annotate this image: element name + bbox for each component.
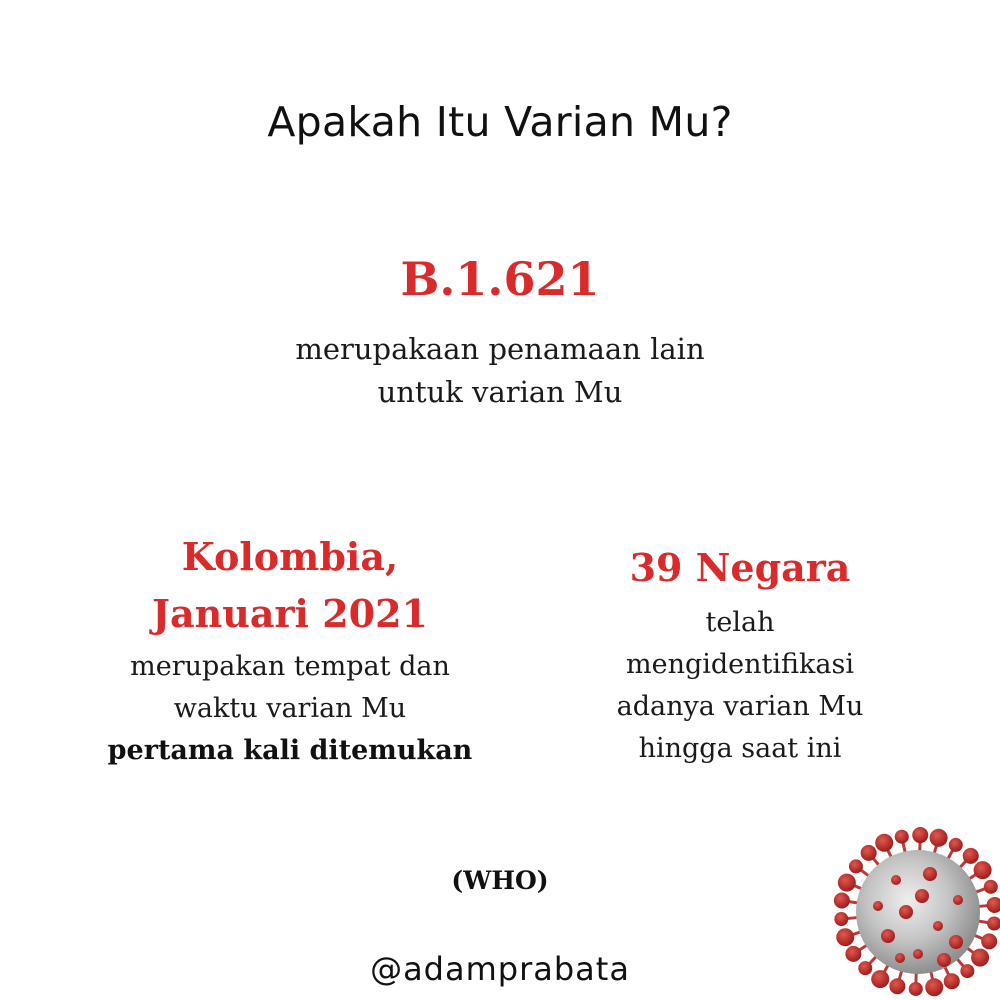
author-handle: @adamprabata [370,950,630,988]
countries-headline: 39 Negara [629,545,851,590]
countries-description-line: telah [705,607,775,638]
countries-description [560,602,920,770]
page-title: Apakah Itu Varian Mu? [267,98,733,146]
countries-description-line: adanya varian Mu [616,691,864,722]
origin-description-bold [80,730,500,772]
origin-section [80,528,500,772]
origin-headline-line: Kolombia, [181,534,399,579]
variant-description [0,328,1000,414]
origin-description [80,646,500,772]
variant-code: B.1.621 [400,252,600,306]
source-label: (WHO) [451,866,549,895]
countries-description-line: hingga saat ini [638,733,842,764]
countries-description-line: mengidentifikasi [626,649,854,680]
origin-description-line: merupakan tempat dan [130,651,450,682]
origin-description-line: waktu varian Mu [173,693,407,724]
variant-description-line: merupakaan penamaan lain [295,332,705,366]
countries-section [560,540,920,770]
variant-description-line: untuk varian Mu [377,375,623,409]
coronavirus-icon [818,808,1000,1000]
origin-headline-line: Januari 2021 [152,591,428,636]
origin-description-bold-text: pertama kali ditemukan [107,735,473,766]
